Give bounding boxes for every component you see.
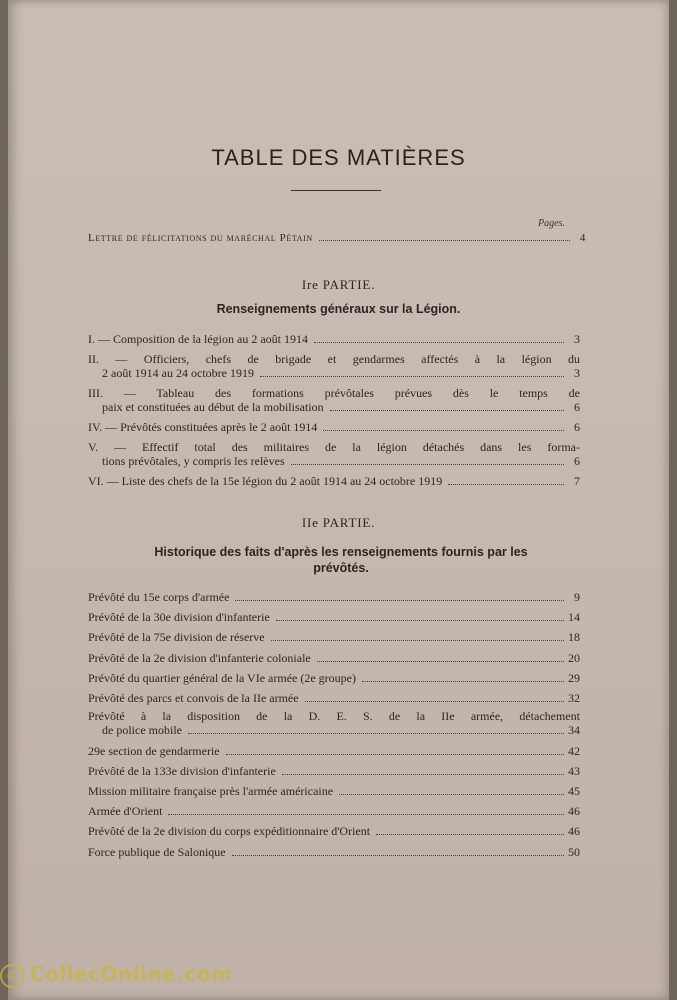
toc-page-number: 9 xyxy=(574,590,580,604)
toc-entry-text: Prévôté de la 2e division du corps expéditionnaire d'Orient xyxy=(88,824,371,838)
toc-entry xyxy=(88,352,580,380)
toc-entry-text: I. — Composition de la légion au 2 août 1914 xyxy=(88,332,308,346)
toc-entry-row xyxy=(88,651,580,665)
toc-entry-row xyxy=(88,744,580,758)
toc-entry-row xyxy=(88,691,580,705)
toc-entry-row xyxy=(88,474,580,488)
watermark-text: CollecOnline.com xyxy=(30,962,233,986)
dot-leader xyxy=(232,855,564,856)
dot-leader xyxy=(260,376,564,377)
toc-entry xyxy=(88,474,580,488)
toc-page-number: 6 xyxy=(574,400,580,414)
dot-leader xyxy=(317,661,564,662)
dot-leader xyxy=(376,834,564,835)
toc-page-number: 34 xyxy=(568,723,580,737)
toc-entry xyxy=(88,440,580,468)
dot-leader xyxy=(291,464,564,465)
toc-page-number: 45 xyxy=(568,784,580,798)
dot-leader xyxy=(305,701,564,702)
toc-page-number: 7 xyxy=(574,474,580,488)
toc-page-number: 6 xyxy=(574,420,580,434)
toc-entry xyxy=(88,671,580,685)
part-1-label: Ire PARTIE. xyxy=(301,277,376,292)
toc-entry-row xyxy=(88,400,580,414)
toc-entry xyxy=(88,630,580,644)
toc-entry-text: Lettre de félicitations du maréchal Pétain xyxy=(88,232,313,244)
toc-entry-row xyxy=(88,784,580,798)
toc-page-number: 32 xyxy=(568,691,580,705)
toc-entry-row xyxy=(88,723,580,737)
toc-entry-row xyxy=(88,420,580,434)
toc-page-number: 46 xyxy=(568,824,580,838)
dot-leader xyxy=(339,794,564,795)
dot-leader xyxy=(323,430,564,431)
toc-entry-text: Prévôté de la 75e division de réserve xyxy=(88,630,265,644)
page-title: TABLE DES MATIÈRES xyxy=(211,145,466,170)
toc-entry xyxy=(88,420,580,434)
toc-page-number: 4 xyxy=(579,232,586,244)
toc-entry-text: tions prévôtales, y compris les relèves xyxy=(102,454,285,468)
dot-leader xyxy=(314,342,564,343)
toc-entry-text: Prévôté des parcs et convois de la IIe armée xyxy=(88,691,299,705)
toc-entry-text: II. — Officiers, chefs de brigade et gendarmes affectés à la légion du xyxy=(88,352,580,366)
toc-page-number: 43 xyxy=(568,764,580,778)
toc-entry-row xyxy=(88,671,580,685)
toc-entry-row xyxy=(88,590,580,604)
toc-page-number: 18 xyxy=(568,630,580,644)
toc-entry-lettre xyxy=(88,232,586,244)
dot-leader xyxy=(226,754,564,755)
toc-page-number: 42 xyxy=(568,744,580,758)
toc-entry-row xyxy=(88,824,580,838)
toc-entry xyxy=(88,610,580,624)
toc-entry-row xyxy=(88,630,580,644)
toc-entry-text: VI. — Liste des chefs de la 15e légion du 2 août 1914 au 24 octobre 1919 xyxy=(88,474,443,488)
toc-entry-text: Prévôté du quartier général de la VIe armée (2e groupe) xyxy=(88,671,356,685)
toc-page-number: 20 xyxy=(568,651,580,665)
toc-entry xyxy=(88,784,580,798)
part-1-heading: Renseignements généraux sur la Légion. xyxy=(216,302,461,316)
toc-entry-row xyxy=(88,845,580,859)
toc-entry-text: de police mobile xyxy=(102,723,182,737)
part-2-label: IIe PARTIE. xyxy=(301,515,376,530)
toc-entry-row xyxy=(88,454,580,468)
toc-entry-row xyxy=(88,764,580,778)
toc-entry xyxy=(88,691,580,705)
dot-leader xyxy=(282,774,564,775)
toc-entry-row xyxy=(88,610,580,624)
dot-leader xyxy=(168,814,564,815)
toc-entry xyxy=(88,824,580,838)
dot-leader xyxy=(235,600,564,601)
toc-entry xyxy=(88,709,580,737)
dot-leader xyxy=(271,640,564,641)
toc-entry-text: V. — Effectif total des militaires de la légion détachés dans les forma- xyxy=(88,440,580,454)
toc-entry xyxy=(88,744,580,758)
toc-entry-text: IV. — Prévôtés constituées après le 2 août 1914 xyxy=(88,420,318,434)
toc-page-number: 3 xyxy=(574,332,580,346)
toc-entry-text: Prévôté du 15e corps d'armée xyxy=(88,590,230,604)
watermark-logo xyxy=(0,962,232,988)
toc-entry-row xyxy=(88,366,580,380)
part-2-heading: Historique des faits d'après les renseignements fournis par les prévôtés. xyxy=(154,545,528,575)
dot-leader xyxy=(319,240,570,241)
dot-leader xyxy=(362,681,564,682)
dot-leader xyxy=(448,484,564,485)
toc-entry xyxy=(88,651,580,665)
toc-entry-text: Prévôté de la 133e division d'infanterie xyxy=(88,764,276,778)
toc-entry xyxy=(88,332,580,346)
toc-entry-text: Prévôté de la 30e division d'infanterie xyxy=(88,610,270,624)
toc-entry-text: Prévôté de la 2e division d'infanterie coloniale xyxy=(88,651,311,665)
toc-entry xyxy=(88,386,580,414)
toc-entry-text: Prévôté à la disposition de la D. E. S. de la IIe armée, détachement xyxy=(88,709,580,723)
toc-entry xyxy=(88,764,580,778)
toc-entry xyxy=(88,845,580,859)
toc-entry-row xyxy=(88,332,580,346)
dot-leader xyxy=(188,733,564,734)
toc-page-number: 29 xyxy=(568,671,580,685)
toc-page-number: 46 xyxy=(568,804,580,818)
toc-page-number: 14 xyxy=(568,610,580,624)
dot-leader xyxy=(330,410,564,411)
toc-entry-text: Force publique de Salonique xyxy=(88,845,226,859)
toc-entry-text: 29e section de gendarmerie xyxy=(88,744,220,758)
document-page xyxy=(8,0,669,1000)
toc-entry-text: paix et constituées au début de la mobilisation xyxy=(102,400,324,414)
pages-column-label: Pages. xyxy=(538,218,565,229)
dot-leader xyxy=(276,620,564,621)
copyright-icon: © xyxy=(0,964,24,988)
toc-entry-text: Armée d'Orient xyxy=(88,804,163,818)
toc-entry-text: Mission militaire française près l'armée américaine xyxy=(88,784,334,798)
toc-page-number: 3 xyxy=(574,366,580,380)
toc-entry xyxy=(88,804,580,818)
title-divider xyxy=(291,190,381,191)
toc-page-number: 6 xyxy=(574,454,580,468)
toc-entry-row xyxy=(88,804,580,818)
toc-entry-text: 2 août 1914 au 24 octobre 1919 xyxy=(102,366,254,380)
toc-page-number: 50 xyxy=(568,845,580,859)
toc-entry xyxy=(88,590,580,604)
toc-entry-text: III. — Tableau des formations prévôtales prévues dès le temps de xyxy=(88,386,580,400)
